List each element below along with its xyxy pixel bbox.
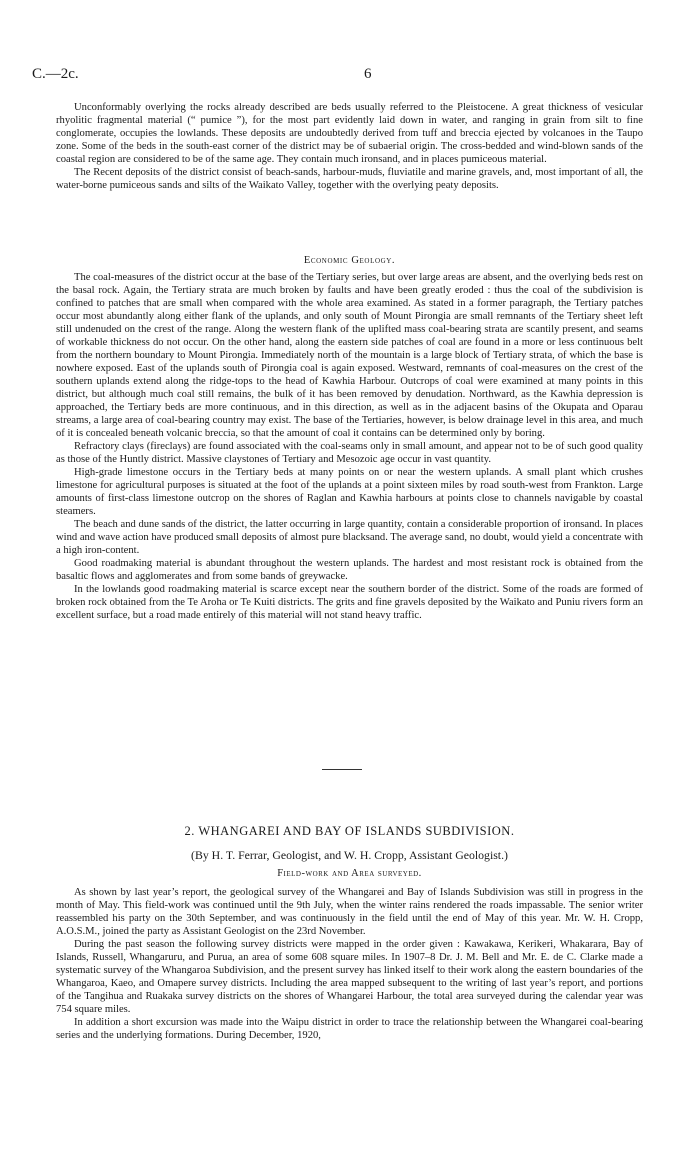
paragraph: The Recent deposits of the district consist of beach-sands, harbour-muds, fluviatile and marine gravels, and, most important of all, the water-borne pumiceous sands and silts of the Waikato Valley, together with the overlying peaty deposits. xyxy=(56,167,643,191)
paragraph: In the lowlands good roadmaking material is scarce except near the southern border of the district. Some of the roads are formed of broken rock obtained from the Te Aroha or Te Kuiti districts. The grits and fine gravels deposited by the Waikato and Puniu rivers form an excellent surface, but a road made entirely of this material will not stand heavy traffic. xyxy=(56,584,643,621)
paragraph: Good roadmaking material is abundant throughout the western uplands. The hardest and most resistant rock is obtained from the basaltic flows and agglomerates and from some bands of greywacke. xyxy=(56,558,643,582)
fieldwork-heading: Field-work and Area surveyed. xyxy=(277,868,422,879)
economic-geology-heading: Economic Geology. xyxy=(303,255,396,266)
paragraph: As shown by last year’s report, the geological survey of the Whangarei and Bay of Islands Subdivision was still in progress in the month of May. This field-work was continued until the 9th July, when the winter rains rendered the roads impassable. The senior writer reassembled his party on the 30th September, and was continuously in the field until the end of May of this year. Mr. W. H. Cropp, A.O.S.M., joined the party as Assistant Geologist on the 23rd November. xyxy=(56,887,643,937)
byline: (By H. T. Ferrar, Geologist, and W. H. Cropp, Assistant Geologist.) xyxy=(191,848,508,862)
economic-geology-section xyxy=(56,271,643,622)
paragraph: In addition a short excursion was made into the Waipu district in order to trace the relationship between the Whangarei coal-bearing series and the underlying formations. During December, 1920, xyxy=(56,1017,643,1041)
pleistocene-section xyxy=(56,101,643,192)
paragraph: The beach and dune sands of the district, the latter occurring in large quantity, contain a considerable proportion of ironsand. In places wind and wave action have produced small deposits of almost pure blacksand. The average sand, no doubt, would yield a concentrate with a high iron-content. xyxy=(56,519,643,556)
page-header xyxy=(32,66,668,86)
paragraph: High-grade limestone occurs in the Tertiary beds at many points on or near the western uplands. A small plant which crushes limestone for agricultural purposes is situated at the foot of the uplands at a point sixteen miles by road south-west from Frankton. Large amounts of first-class limestone outcrop on the shores of Raglan and Kawhia harbours at points close to channels navigable by coastal steamers. xyxy=(56,467,643,517)
page-number: 6 xyxy=(364,66,372,82)
section-title: 2. WHANGAREI AND BAY OF ISLANDS SUBDIVISION. xyxy=(184,824,515,838)
paragraph: The coal-measures of the district occur at the base of the Tertiary series, but over large areas are absent, and the overlying beds rest on the basal rock. Again, the Tertiary strata are much broken by faults and have been greatly eroded : thus the coal of the subdivision is confined to patches that are small when compared with the whole area examined. As stated in a former paragraph, the Tertiary patches occur most abundantly along either flank of the uplands, and only south of Mount Pirongia are small remnants of the Tertiary sheet left still undenuded on the crest of the range. Along the western flank of the uplifted mass coal-bearing strata are scantily present, and seams of workable thickness do not occur. On the other hand, along the eastern side patches of coal are found in a more or less continuous belt from the northern boundary to Mount Pirongia. Immediately north of the mountain is a large block of Tertiary strata, of which the base is nowhere exposed. East of the uplands south of Pirongia coal is again exposed. Westward, remnants of coal-measures on the crest of the southern uplands extend along the ridge-tops to the head of Kawhia Harbour. Outcrops of coal were examined at many points in this district, but although much coal still remains, the bulk of it has been removed by denudation. Northward, as the Kawhia depression is approached, the Tertiary beds are more continuous, and in this direction, as well as in the adjacent basins of the Okupata and Oparau streams, a large area of coal-bearing country may exist. The base of the Tertiaries, however, is below drainage level in this area, and much of it is concealed beneath volcanic breccia, so that the amount of coal it contains can be determined only by boring. xyxy=(56,272,643,439)
section-divider xyxy=(322,769,362,770)
paragraph: During the past season the following survey districts were mapped in the order given : Kawakawa, Kerikeri, Whakarara, Bay of Islands, Russell, Whangaruru, and Purua, an area of some 608 square miles. In 1907–8 Dr. J. M. Bell and Mr. E. de C. Clarke made a systematic survey of the Whangaroa Subdivision, and the present survey has linked itself to their work along the eastern boundaries of the Whangaroa, Kaeo, and Omapere survey districts. Including the area mapped subsequent to the writing of last year’s report, and portions of the Tangihua and Ruakaka survey districts on the shores of Whangarei Harbour, the total area surveyed during the calendar year was 754 square miles. xyxy=(56,939,643,1015)
paragraph: Refractory clays (fireclays) are found associated with the coal-seams only in small amount, and appear not to be of such good quality as those of the Huntly district. Massive claystones of Tertiary and Mesozoic age occur in vast quantity. xyxy=(56,441,643,465)
report-code: C.—2c. xyxy=(32,66,79,82)
paragraph: Unconformably overlying the rocks already described are beds usually referred to the Pleistocene. A great thickness of vesicular rhyolitic fragmental material (“ pumice ”), for the most part evidently laid down in water, and ranging in grain from silt to fine conglomerate, occupies the lowlands. These deposits are undoubtedly derived from tuff and breccia ejected by volcanoes in the Taupo zone. Some of the beds in the south-east corner of the district may be of subaerial origin. The cross-bedded and wind-blown sands of the coastal region are considered to be of the same age. They contain much ironsand, and in places pumiceous material. xyxy=(56,102,643,165)
fieldwork-section xyxy=(56,886,643,1042)
